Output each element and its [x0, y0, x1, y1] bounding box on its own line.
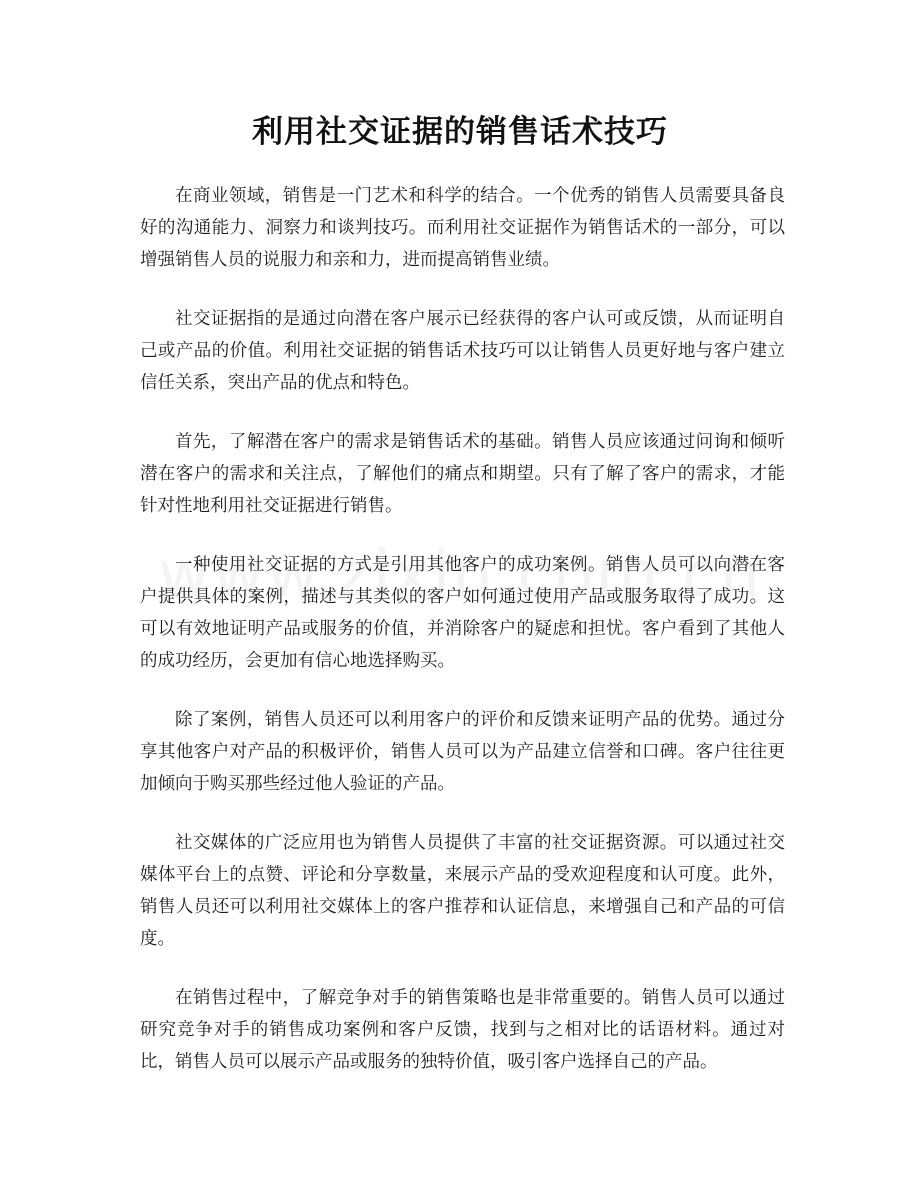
document-body — [140, 180, 785, 1105]
document-title: 利用社交证据的销售话术技巧 — [252, 114, 668, 150]
paragraph-7: 在销售过程中，了解竞争对手的销售策略也是非常重要的。销售人员可以通过研究竞争对手的销售成功案例和客户反馈，找到与之相对比的话语材料。通过对比，销售人员可以展示产品或服务的独特价值，吸引客户选择自己的产品。 — [140, 988, 785, 1072]
paragraph-6: 社交媒体的广泛应用也为销售人员提供了丰富的社交证据资源。可以通过社交媒体平台上的点赞、评论和分享数量，来展示产品的受欢迎程度和认可度。此外，销售人员还可以利用社交媒体上的客户推荐和认证信息，来增强自己和产品的可信度。 — [140, 833, 785, 949]
paragraph-3: 首先，了解潜在客户的需求是销售话术的基础。销售人员应该通过问询和倾听潜在客户的需求和关注点，了解他们的痛点和期望。只有了解了客户的需求，才能针对性地利用社交证据进行销售。 — [140, 432, 785, 516]
paragraph-5: 除了案例，销售人员还可以利用客户的评价和反馈来证明产品的优势。通过分享其他客户对产品的积极评价，销售人员可以为产品建立信誉和口碑。客户往往更加倾向于购买那些经过他人验证的产品。 — [140, 710, 785, 794]
paragraph-1: 在商业领域，销售是一门艺术和科学的结合。一个优秀的销售人员需要具备良好的沟通能力、洞察力和谈判技巧。而利用社交证据作为销售话术的一部分，可以增强销售人员的说服力和亲和力，进而提高销售业绩。 — [140, 186, 785, 270]
paragraph-4: 一种使用社交证据的方式是引用其他客户的成功案例。销售人员可以向潜在客户提供具体的案例，描述与其类似的客户如何通过使用产品或服务取得了成功。这可以有效地证明产品或服务的价值，并消除客户的疑虑和担忧。客户看到了其他人的成功经历，会更加有信心地选择购买。 — [140, 555, 785, 671]
paragraph-2: 社交证据指的是通过向潜在客户展示已经获得的客户认可或反馈，从而证明自己或产品的价值。利用社交证据的销售话术技巧可以让销售人员更好地与客户建立信任关系，突出产品的优点和特色。 — [140, 309, 785, 393]
